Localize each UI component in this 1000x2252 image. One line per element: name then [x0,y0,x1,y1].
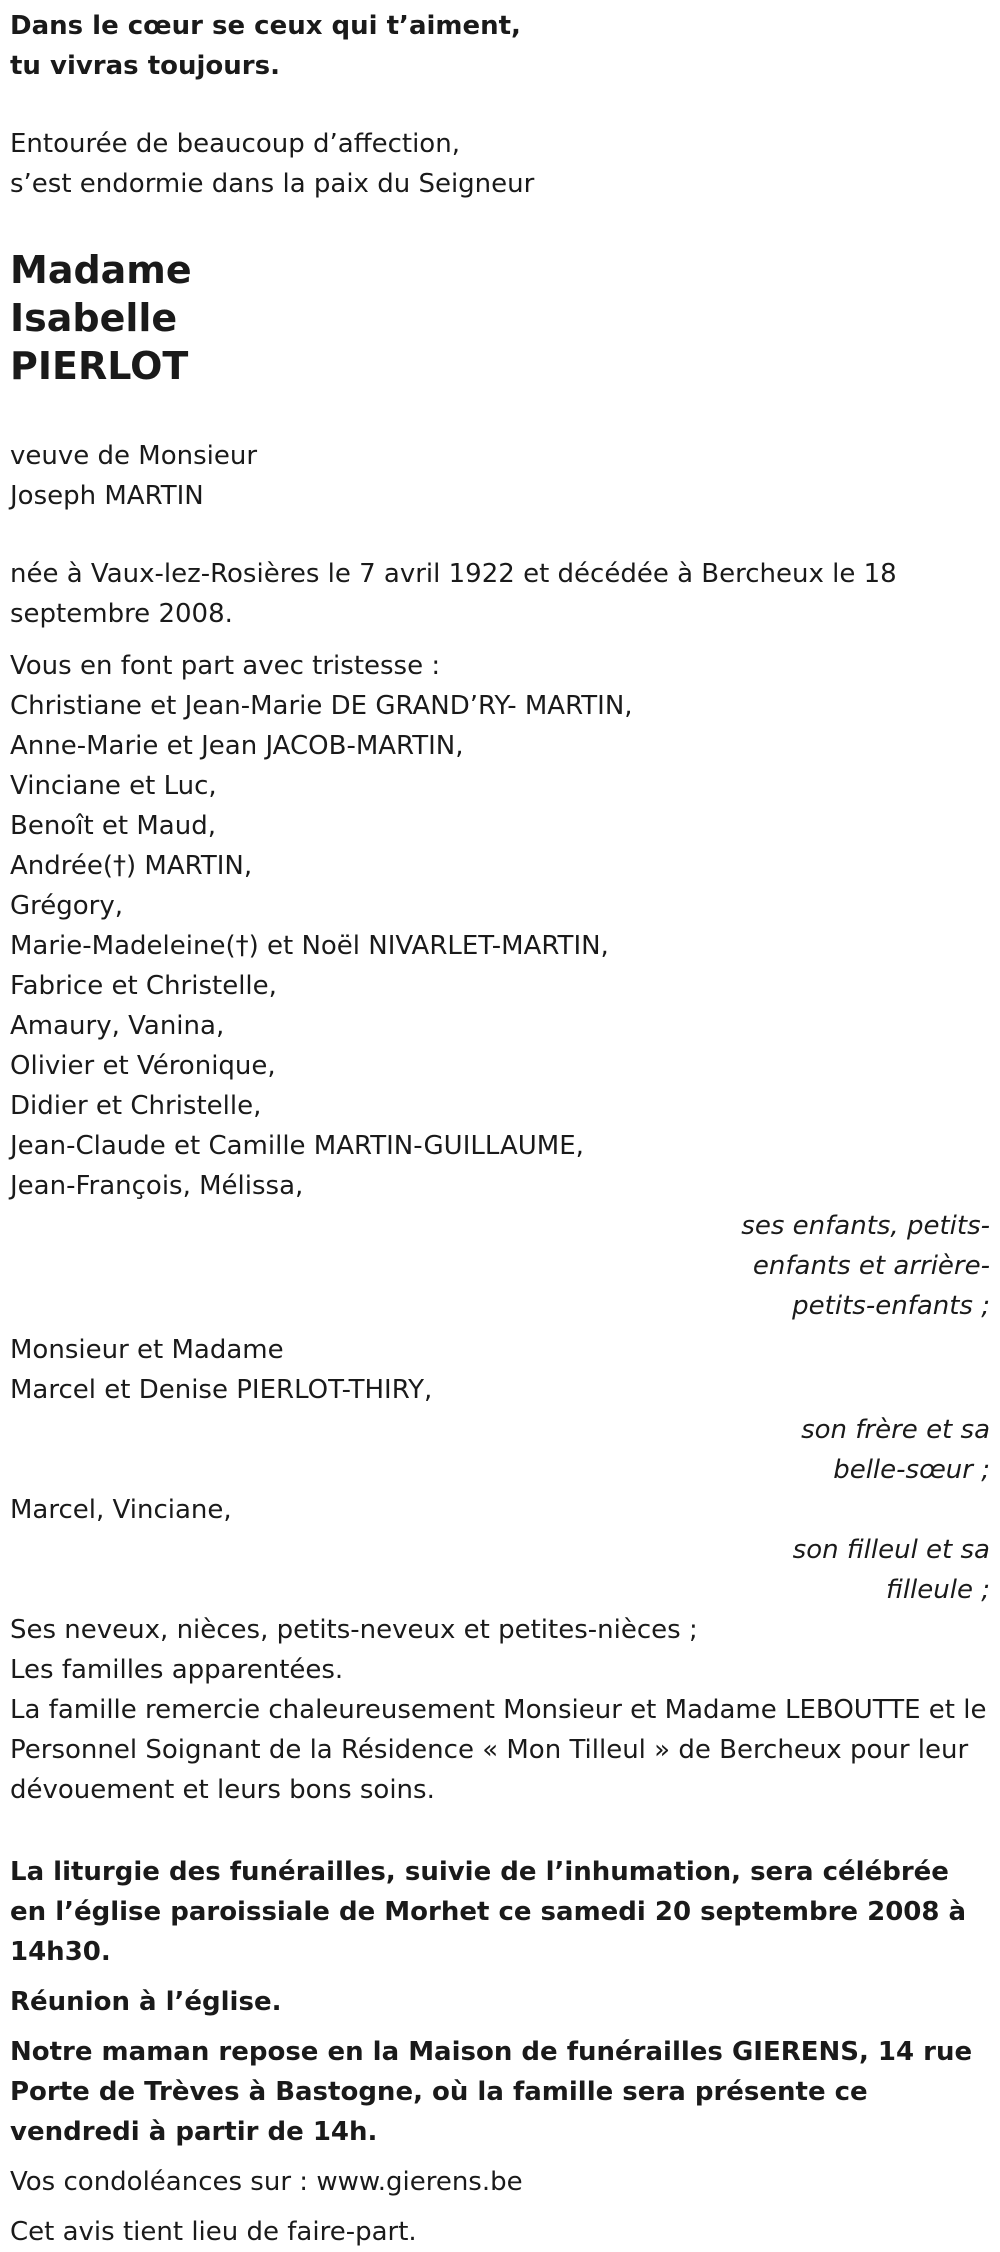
widow-line-1: veuve de Monsieur [10,441,258,471]
birth-death-text: née à Vaux-lez-Rosières le 7 avril 1922 et décédée à Bercheux le 18 septembre 2008. [10,559,897,629]
list-item: Andrée(†) MARTIN, [10,851,253,881]
list-item: Didier et Christelle, [10,1091,262,1121]
list-item: Vinciane et Luc, [10,771,217,801]
list-item: Jean-Claude et Camille MARTIN-GUILLAUME, [10,1131,584,1161]
condolences-text: Vos condoléances sur : www.gierens.be [10,2167,523,2197]
children-role: ses enfants, petits-enfants et arrière-petits-enfants ; [741,1211,990,1321]
deceased-name [10,246,990,390]
children-list [10,686,990,1206]
deceased-last-name: PIERLOT [10,344,189,388]
announce-text: Vous en font part avec tristesse : [10,651,441,681]
siblings-line-1: Monsieur et Madame [10,1335,284,1365]
list-item: Christiane et Jean-Marie DE GRAND’RY- MARTIN, [10,691,633,721]
intro-line-2: s’est endormie dans la paix du Seigneur [10,169,535,199]
funeral-text: La liturgie des funérailles, suivie de l’inhumation, sera célébrée en l’église paroissiale de Morhet ce samedi 20 septembre 2008 à 14h30. [10,1857,967,1967]
meeting-text: Réunion à l’église. [10,1987,282,2017]
list-item: Fabrice et Christelle, [10,971,277,1001]
deceased-first-name: Isabelle [10,296,178,340]
repose-text: Notre maman repose en la Maison de funérailles GIERENS, 14 rue Porte de Trèves à Bastogne, où la famille sera présente ce vendredi à partir de 14h. [10,2037,973,2147]
extended-family-line-1: Ses neveux, nièces, petits-neveux et petites-nièces ; [10,1615,698,1645]
list-item: Benoît et Maud, [10,811,216,841]
deceased-title: Madame [10,248,192,292]
epigraph [10,6,990,86]
widow-line-2: Joseph MARTIN [10,481,204,511]
list-item: Marie-Madeleine(†) et Noël NIVARLET-MARTIN, [10,931,609,961]
siblings [10,1330,990,1410]
list-item: Olivier et Véronique, [10,1051,276,1081]
siblings-role: son frère et sa belle-sœur ; [801,1415,990,1485]
intro-line-1: Entourée de beaucoup d’affection, [10,129,460,159]
siblings-line-2: Marcel et Denise PIERLOT-THIRY, [10,1375,433,1405]
list-item: Anne-Marie et Jean JACOB-MARTIN, [10,731,464,761]
epigraph-line-1: Dans le cœur se ceux qui t’aiment, [10,11,521,41]
extended-family-line-2: Les familles apparentées. [10,1655,344,1685]
godchildren: Marcel, Vinciane, [10,1495,232,1525]
thanks-text: La famille remercie chaleureusement Monsieur et Madame LEBOUTTE et le Personnel Soignant de la Résidence « Mon Tilleul » de Bercheux pour leur dévouement et leurs bons soins. [10,1695,987,1805]
widow-of [10,436,990,516]
list-item: Grégory, [10,891,124,921]
list-item: Jean-François, Mélissa, [10,1171,304,1201]
notice-text: Cet avis tient lieu de faire-part. [10,2217,417,2247]
godchildren-role: son filleul et sa filleule ; [792,1535,990,1605]
epigraph-line-2: tu vivras toujours. [10,51,280,81]
intro [10,124,990,204]
obituary-notice [10,0,990,2252]
list-item: Amaury, Vanina, [10,1011,225,1041]
